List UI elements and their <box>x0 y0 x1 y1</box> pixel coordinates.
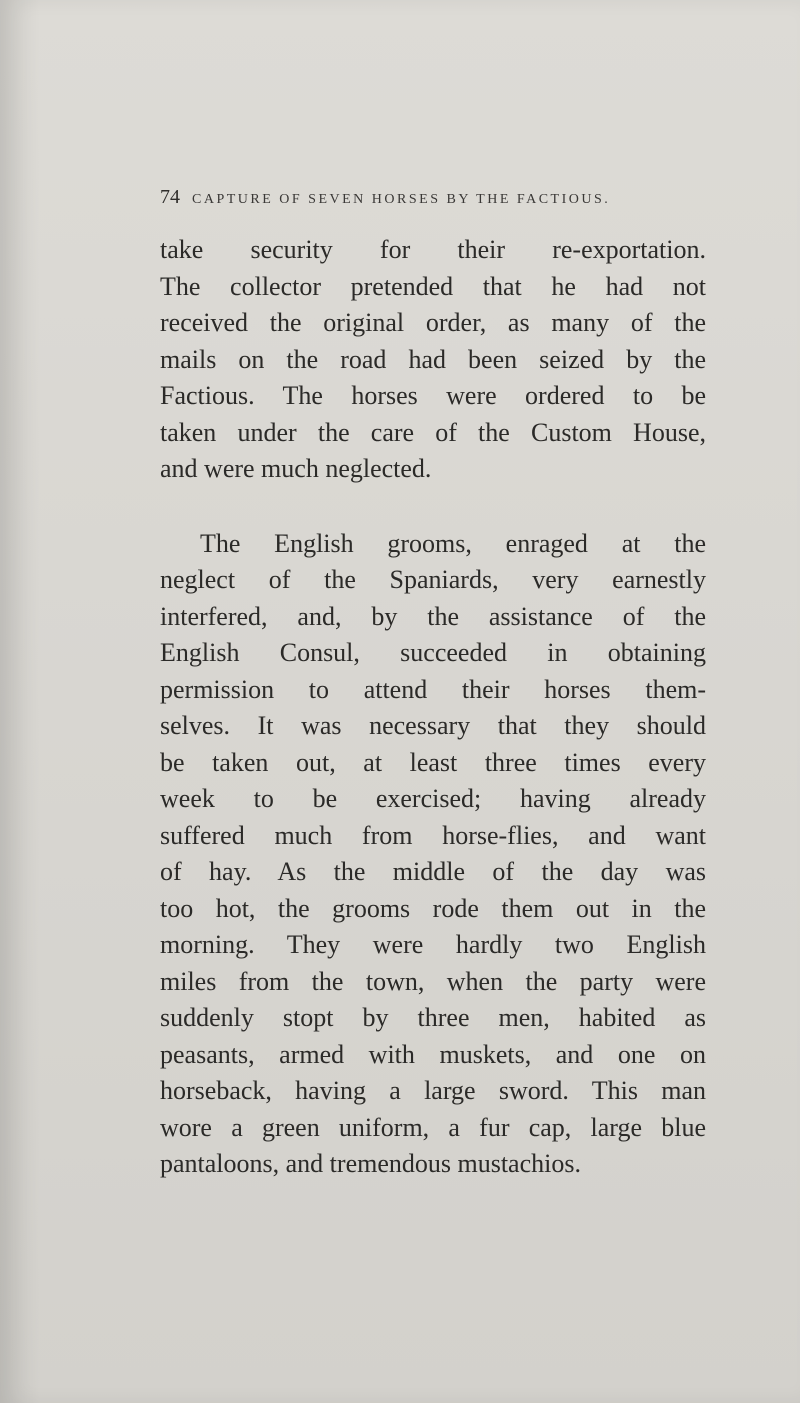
text-line: received the original order, as many of the <box>160 308 706 337</box>
text-line: miles from the town, when the party were <box>160 966 706 996</box>
text-line: of hay. As the middle of the day was <box>160 857 706 886</box>
text-line: The collector pretended that he had not <box>160 271 706 301</box>
text-line: wore a green uniform, a fur cap, large blue <box>160 1112 706 1142</box>
body-text <box>160 232 706 1183</box>
text-line: suddenly stopt by three men, habited as <box>160 1003 706 1032</box>
text-line: peasants, armed with muskets, and one on <box>160 1039 706 1069</box>
text-line: week to be exercised; having already <box>160 784 706 813</box>
text-line: too hot, the grooms rode them out in the <box>160 893 706 923</box>
text-line: morning. They were hardly two English <box>160 930 706 959</box>
text-line: interfered, and, by the assistance of the <box>160 601 706 631</box>
text-line: selves. It was necessary that they should <box>160 711 706 740</box>
text-line: be taken out, at least three times every <box>160 747 706 777</box>
text-line: The English grooms, enraged at the <box>200 528 706 558</box>
paragraph-1 <box>160 232 706 488</box>
text-line: Factious. The horses were ordered to be <box>160 381 706 410</box>
running-title: CAPTURE OF SEVEN HORSES BY THE FACTIOUS. <box>192 192 611 207</box>
text-line: horseback, having a large sword. This man <box>160 1076 706 1105</box>
text-line: take security for their re-exportation. <box>160 235 706 264</box>
text-line: suffered much from horse-flies, and want <box>160 820 706 850</box>
text-line: taken under the care of the Custom House, <box>160 417 706 447</box>
text-line: and were much neglected. <box>160 454 432 483</box>
paragraph-2 <box>160 526 706 1183</box>
page-number: 74 <box>160 186 180 208</box>
text-line: neglect of the Spaniards, very earnestly <box>160 565 706 594</box>
running-head <box>160 186 720 209</box>
text-line: permission to attend their horses them- <box>160 674 706 704</box>
page-binding-shadow <box>0 0 40 1403</box>
text-line: English Consul, succeeded in obtaining <box>160 638 706 667</box>
text-line: mails on the road had been seized by the <box>160 344 706 374</box>
text-line: pantaloons, and tremendous mustachios. <box>160 1149 581 1178</box>
